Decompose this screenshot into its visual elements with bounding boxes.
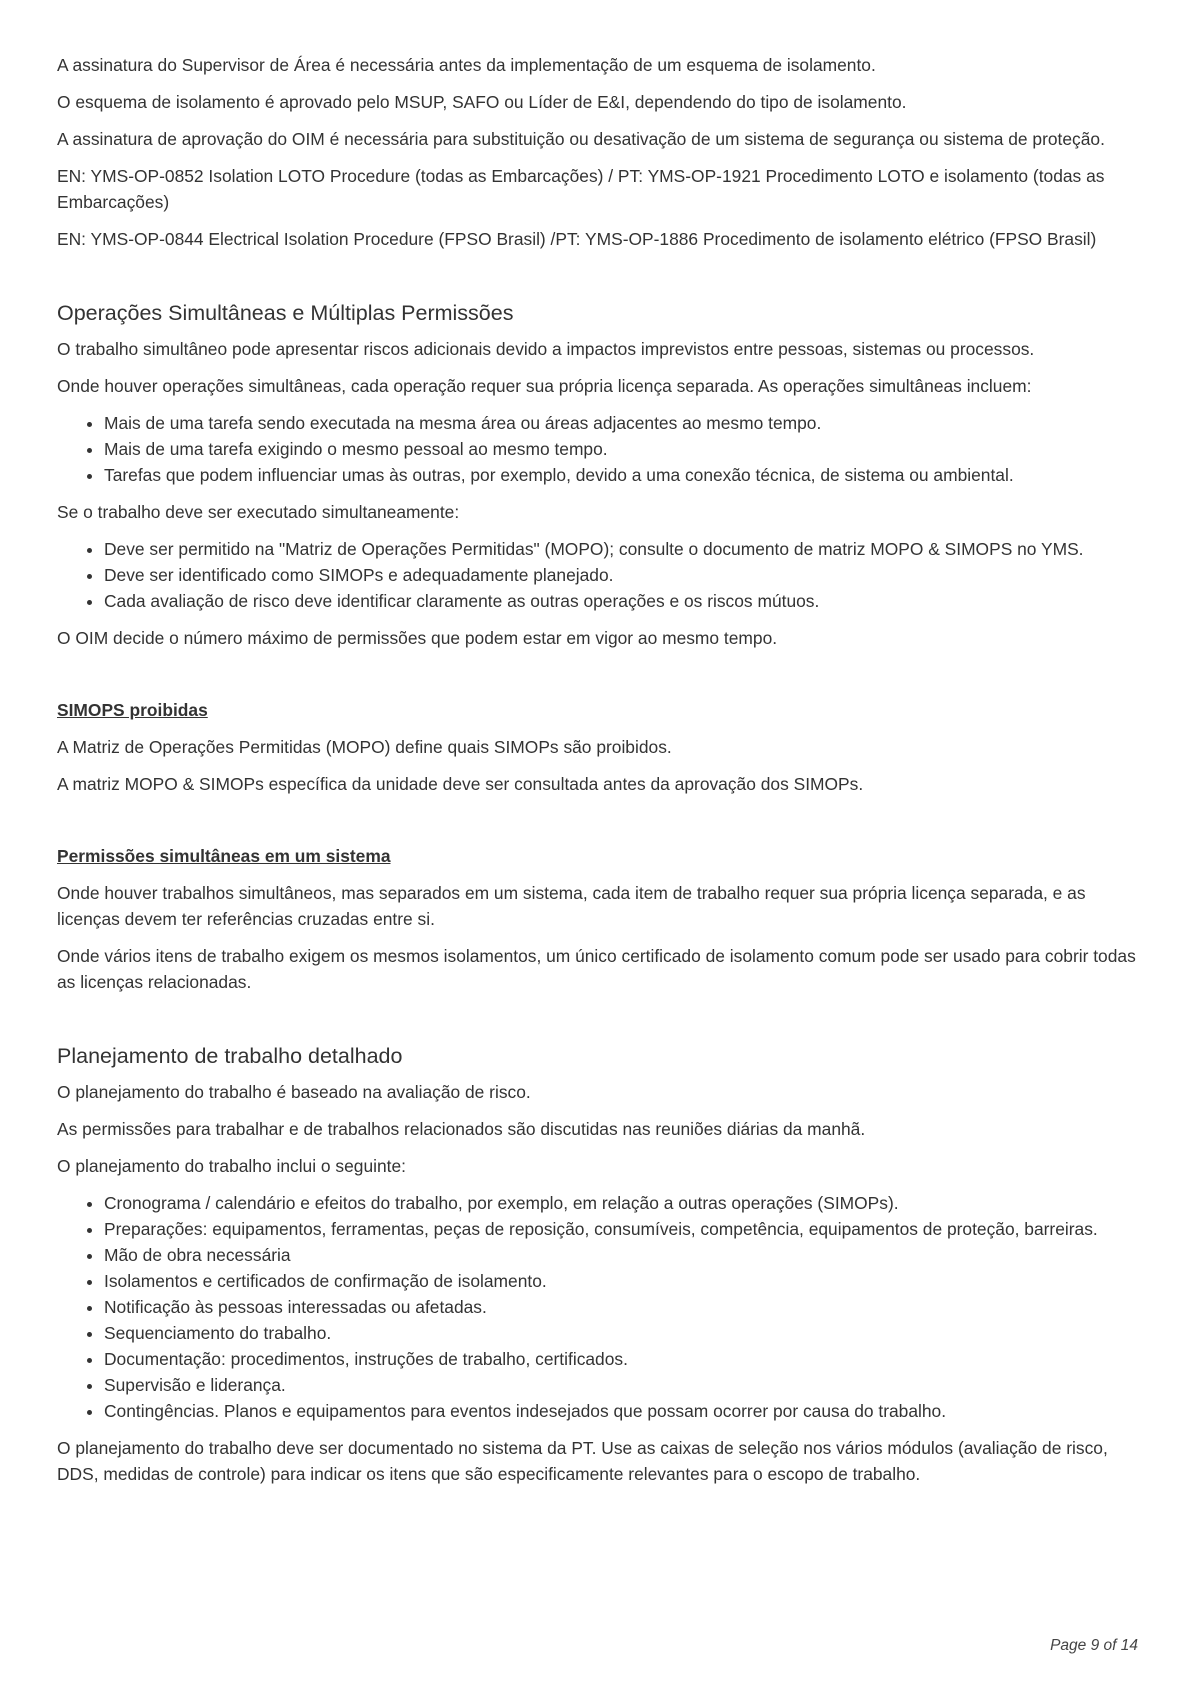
simops-paragraph: O trabalho simultâneo pode apresentar riscos adicionais devido a impactos imprevistos entre pessoas, sistemas ou processos. xyxy=(57,339,1035,359)
intro-paragraph: O esquema de isolamento é aprovado pelo MSUP, SAFO ou Líder de E&I, dependendo do tipo de isolamento. xyxy=(57,92,907,112)
list-item: • Cronograma / calendário e efeitos do trabalho, por exemplo, em relação a outras operações (SIMOPs). xyxy=(104,1190,1137,1216)
intro-paragraph: EN: YMS-OP-0852 Isolation LOTO Procedure (todas as Embarcações) / PT: YMS-OP-1921 Procedimento LOTO e isolamento (todas as Embarcações) xyxy=(57,166,1105,212)
list-item: • Notificação às pessoas interessadas ou afetadas. xyxy=(104,1294,1137,1320)
prohibited-heading: SIMOPS proibidas xyxy=(57,700,208,720)
intro-paragraph: EN: YMS-OP-0844 Electrical Isolation Procedure (FPSO Brasil) /PT: YMS-OP-1886 Procedimento de isolamento elétrico (FPSO Brasil) xyxy=(57,229,1097,249)
list-item: • Preparações: equipamentos, ferramentas, peças de reposição, consumíveis, competência, equipamentos de proteção, barreiras. xyxy=(104,1216,1137,1242)
page-number: Page 9 of 14 xyxy=(1050,1637,1138,1654)
document-page xyxy=(57,52,1137,1498)
system-permits-paragraph: Onde vários itens de trabalho exigem os mesmos isolamentos, um único certificado de isolamento comum pode ser usado para cobrir todas as licenças relacionadas. xyxy=(57,946,1136,992)
system-permits-heading: Permissões simultâneas em um sistema xyxy=(57,846,391,866)
planning-paragraph: O planejamento do trabalho inclui o seguinte: xyxy=(57,1156,407,1176)
system-permits-paragraph: Onde houver trabalhos simultâneos, mas separados em um sistema, cada item de trabalho requer sua própria licença separada, e as licenças devem ter referências cruzadas entre si. xyxy=(57,883,1086,929)
list-item: • Isolamentos e certificados de confirmação de isolamento. xyxy=(104,1268,1137,1294)
planning-paragraph: O planejamento do trabalho deve ser documentado no sistema da PT. Use as caixas de seleção nos vários módulos (avaliação de risco, DDS, medidas de controle) para indicar os itens que são especificamente relevantes para o escopo de trabalho. xyxy=(57,1438,1108,1484)
simops-paragraph: Onde houver operações simultâneas, cada operação requer sua própria licença separada. As operações simultâneas incluem: xyxy=(57,376,1032,396)
intro-paragraph: A assinatura de aprovação do OIM é necessária para substituição ou desativação de um sistema de segurança ou sistema de proteção. xyxy=(57,129,1105,149)
intro-paragraph: A assinatura do Supervisor de Área é necessária antes da implementação de um esquema de isolamento. xyxy=(57,55,876,75)
planning-list xyxy=(57,1190,1137,1424)
simops-paragraph: O OIM decide o número máximo de permissões que podem estar em vigor ao mesmo tempo. xyxy=(57,628,778,648)
simops-list-1 xyxy=(57,410,1137,488)
list-item: • Supervisão e liderança. xyxy=(104,1372,1137,1398)
list-item: • Documentação: procedimentos, instruções de trabalho, certificados. xyxy=(104,1346,1137,1372)
list-item: • Deve ser identificado como SIMOPs e adequadamente planejado. xyxy=(104,562,1137,588)
planning-paragraph: O planejamento do trabalho é baseado na avaliação de risco. xyxy=(57,1082,531,1102)
planning-paragraph: As permissões para trabalhar e de trabalhos relacionados são discutidas nas reuniões diárias da manhã. xyxy=(57,1119,866,1139)
simops-heading: Operações Simultâneas e Múltiplas Permissões xyxy=(57,301,514,325)
planning-heading: Planejamento de trabalho detalhado xyxy=(57,1044,403,1068)
list-item: • Sequenciamento do trabalho. xyxy=(104,1320,1137,1346)
list-item: • Mais de uma tarefa exigindo o mesmo pessoal ao mesmo tempo. xyxy=(104,436,1137,462)
prohibited-paragraph: A matriz MOPO & SIMOPs específica da unidade deve ser consultada antes da aprovação dos SIMOPs. xyxy=(57,774,864,794)
list-item: • Tarefas que podem influenciar umas às outras, por exemplo, devido a uma conexão técnica, de sistema ou ambiental. xyxy=(104,462,1137,488)
list-item: • Mais de uma tarefa sendo executada na mesma área ou áreas adjacentes ao mesmo tempo. xyxy=(104,410,1137,436)
list-item: • Deve ser permitido na "Matriz de Operações Permitidas" (MOPO); consulte o documento de matriz MOPO & SIMOPS no YMS. xyxy=(104,536,1137,562)
list-item: • Mão de obra necessária xyxy=(104,1242,1137,1268)
list-item: • Contingências. Planos e equipamentos para eventos indesejados que possam ocorrer por causa do trabalho. xyxy=(104,1398,1137,1424)
prohibited-paragraph: A Matriz de Operações Permitidas (MOPO) define quais SIMOPs são proibidos. xyxy=(57,737,672,757)
simops-list-2 xyxy=(57,536,1137,614)
simops-paragraph: Se o trabalho deve ser executado simultaneamente: xyxy=(57,502,460,522)
list-item: • Cada avaliação de risco deve identificar claramente as outras operações e os riscos mútuos. xyxy=(104,588,1137,614)
